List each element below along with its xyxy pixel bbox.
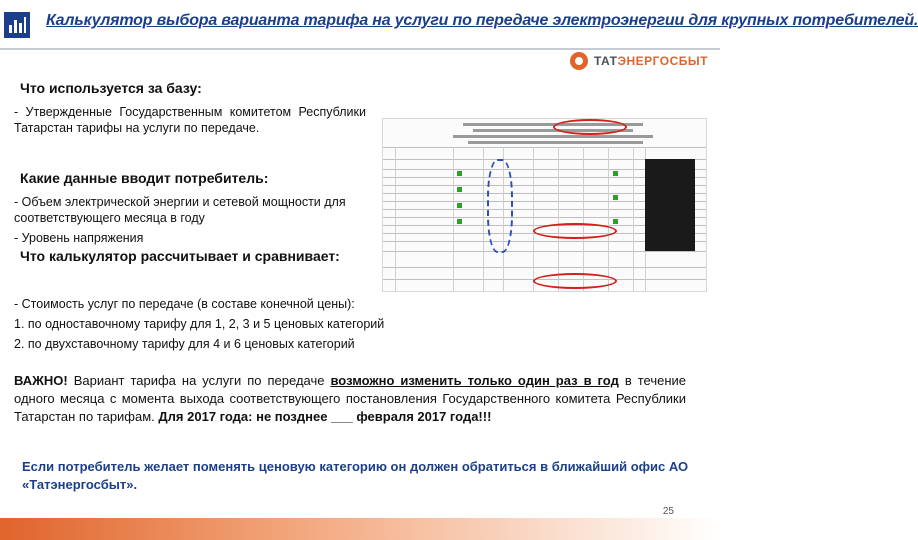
footer-bar [0,518,720,540]
base-heading: Что используется за базу: [20,80,202,96]
base-text: - Утвержденные Государственным комитетом Республики Татарстан тарифы на услуги по передаче. [14,105,366,135]
input-heading: Какие данные вводит потребитель: [20,170,269,186]
slide-header [0,0,918,50]
calculator-screenshot [382,118,707,292]
brand-mark-icon [570,52,588,70]
input-item-2: - Уровень напряжения [14,231,144,245]
bar-chart-icon [4,12,30,38]
brand-name: ТАТЭНЕРГОСБЫТ [593,54,708,68]
page-number: 25 [662,506,674,517]
slide-title: Калькулятор выбора варианта тарифа на услуги по передаче электроэнергии для крупных потребителей. [46,12,918,29]
calc-item-1: - Стоимость услуг по передаче (в составе конечной цены): [14,297,355,311]
header-divider [0,48,720,50]
important-underlined: возможно изменить только один раз в год [330,373,619,388]
important-note: ВАЖНО! Вариант тарифа на услуги по передаче возможно изменить только один раз в год в течение одного месяца с момента выхода соответствующего постановления Государственного комитета Республики Татарстан по тарифам. Для 2017 года: не позднее ___ февраля 2017 года!!! [14,373,686,424]
important-label: ВАЖНО! [14,373,68,388]
bottom-note: Если потребитель желает поменять ценовую категорию он должен обратиться в ближайший офис АО «Татэнергосбыт». [22,459,689,492]
calc-item-3: 2. по двухставочному тарифу для 4 и 6 ценовых категорий [14,337,355,351]
calc-heading: Что калькулятор рассчитывает и сравнивает: [20,248,340,264]
input-item-1: - Объем электрической энергии и сетевой мощности для соответствующего месяца в году [14,195,346,225]
calc-item-2: 1. по одноставочному тарифу для 1, 2, 3 и 5 ценовых категорий [14,317,385,331]
important-deadline: Для 2017 года: не позднее ___ февраля 2017 года!!! [158,409,492,424]
brand-logo [570,52,708,70]
